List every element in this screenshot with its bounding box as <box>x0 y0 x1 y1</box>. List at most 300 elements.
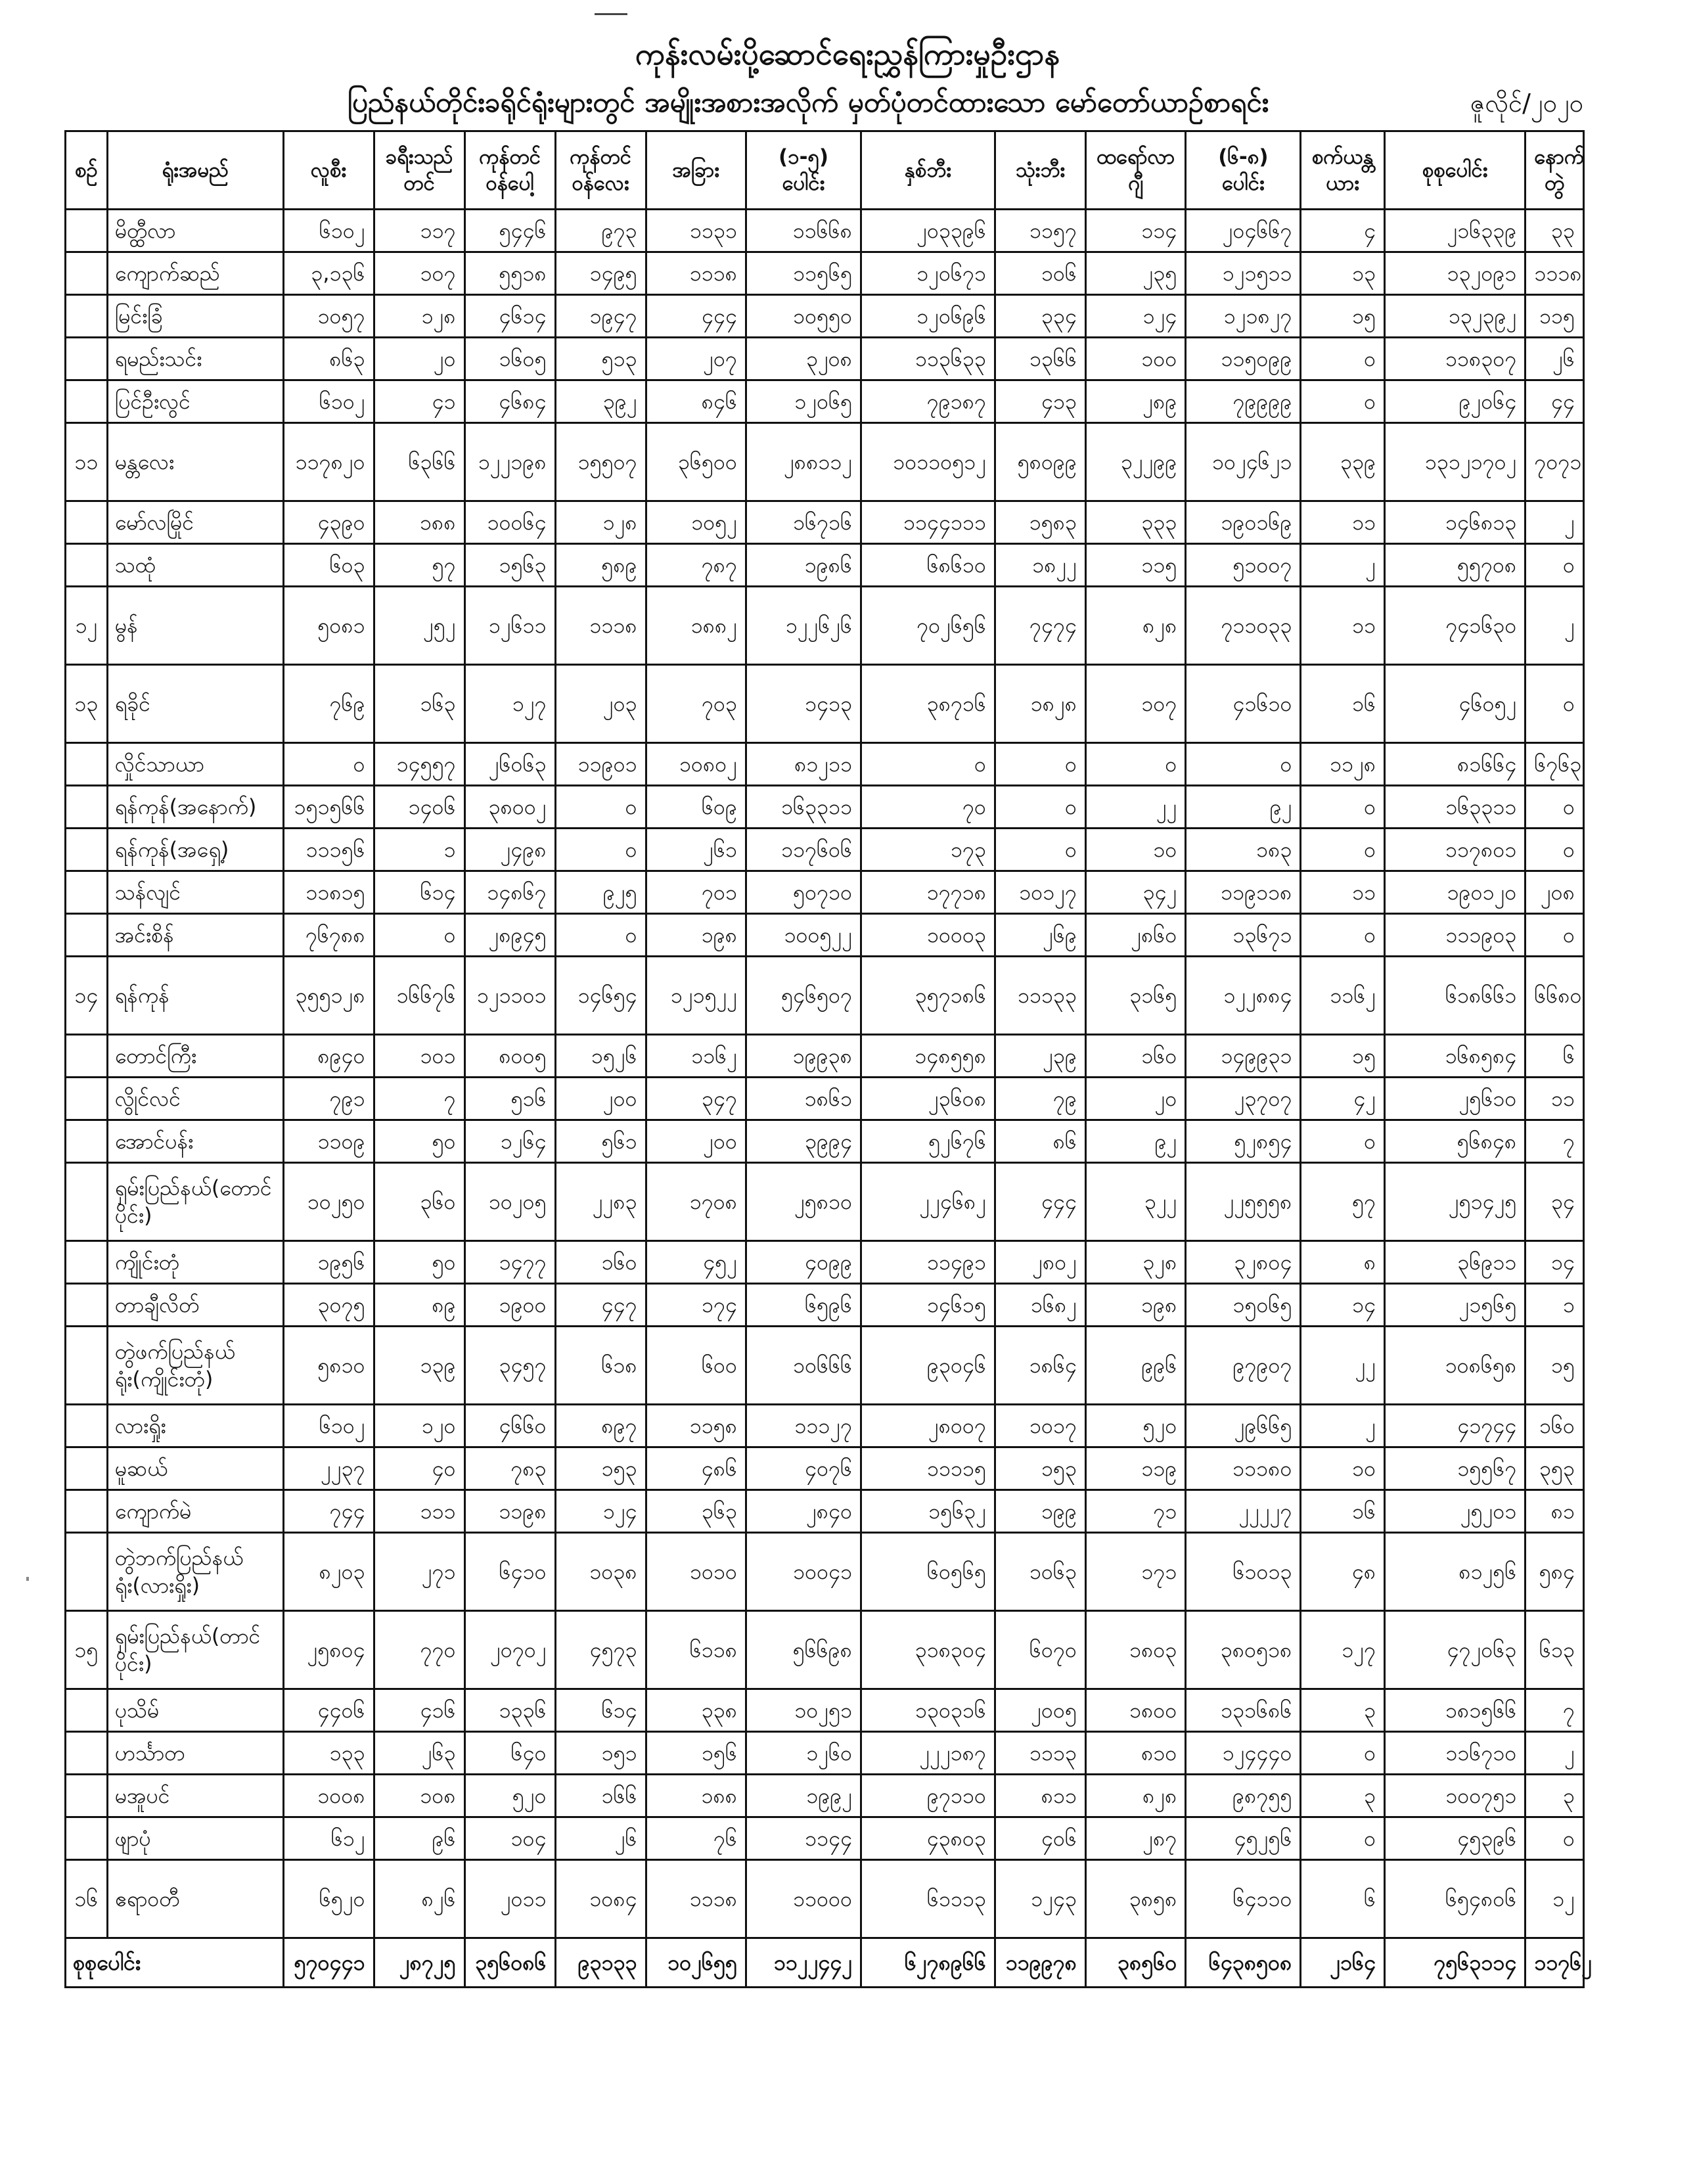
column-header: စုစုပေါင်း <box>1385 131 1525 210</box>
value-cell: ၁၁၁၃၃ <box>995 957 1085 1035</box>
value-cell: ၄၆၈၄ <box>464 380 555 423</box>
value-cell: ၁၈၂၂ <box>995 544 1085 587</box>
value-cell: ၁၁၁၈ <box>555 587 646 665</box>
value-cell: ၁၉၀၁၂၀ <box>1385 871 1525 914</box>
row-serial-cell <box>66 1775 108 1817</box>
table-row <box>66 871 1584 914</box>
value-cell: ၁၂၄၄၄၀ <box>1186 1732 1301 1775</box>
value-cell: ၅၂၀ <box>464 1775 555 1817</box>
row-serial-cell <box>66 1447 108 1490</box>
value-cell: ၆၄၁၁၀ <box>1186 1860 1301 1938</box>
value-cell: ၅၁၀၀၇ <box>1186 544 1301 587</box>
value-cell: ၂ <box>1525 1732 1584 1775</box>
value-cell: ၁ <box>1525 1284 1584 1327</box>
value-cell: ၀ <box>283 743 374 786</box>
value-cell: ၅၇ <box>1301 1163 1385 1241</box>
value-cell: ၇၉၁၈၇ <box>861 380 995 423</box>
value-cell: ၂၀ <box>1085 1078 1185 1120</box>
value-cell: ၁၂၄ <box>555 1490 646 1533</box>
value-cell: ၀ <box>1301 786 1385 829</box>
date-label: ဇူလိုင်/၂၀၂၀ <box>1470 89 1583 118</box>
value-cell: ၆၅၉၆ <box>746 1284 861 1327</box>
total-value-cell: ၁၁၇၆၂ <box>1525 1938 1584 1988</box>
value-cell: ၈၂၀၃ <box>283 1533 374 1611</box>
value-cell: ၁၆၃ <box>374 665 464 743</box>
row-serial-cell <box>66 1405 108 1447</box>
office-name-cell: မန္တလေး <box>107 423 283 501</box>
value-cell: ၁၉၅၆ <box>283 1241 374 1284</box>
value-cell: ၈၉ <box>374 1284 464 1327</box>
value-cell: ၃၃ <box>1525 210 1584 252</box>
value-cell: ၁၂၂၆၂၆ <box>746 587 861 665</box>
value-cell: ၁၀ <box>1085 829 1185 871</box>
value-cell: ၆ <box>1301 1860 1385 1938</box>
total-value-cell: ၃၅၆၀၈၆ <box>464 1938 555 1988</box>
value-cell: ၂၆၁ <box>646 829 746 871</box>
value-cell: ၃၂၈၀၄ <box>1186 1241 1301 1284</box>
value-cell: ၄၀ <box>374 1447 464 1490</box>
value-cell: ၁၀၈ <box>374 1775 464 1817</box>
total-value-cell: ၁၀၂၆၅၅ <box>646 1938 746 1988</box>
value-cell: ၁၇၄ <box>646 1284 746 1327</box>
value-cell: ၁၂ <box>1525 1860 1584 1938</box>
value-cell: ၁၈၈ <box>646 1775 746 1817</box>
value-cell: ၁၁၅၈ <box>646 1405 746 1447</box>
value-cell: ၀ <box>861 743 995 786</box>
value-cell: ၁၉၈ <box>646 914 746 957</box>
value-cell: ၁၂၁၈၂၇ <box>1186 295 1301 338</box>
value-cell: ၅၈၄ <box>1525 1533 1584 1611</box>
row-serial-cell <box>66 914 108 957</box>
value-cell: ၃ <box>1301 1775 1385 1817</box>
value-cell: ၁၀၅၂ <box>646 501 746 544</box>
office-name-cell: တာချီလိတ် <box>107 1284 283 1327</box>
value-cell: ၂၀၁၁ <box>464 1860 555 1938</box>
value-cell: ၃,၁၃၆ <box>283 252 374 295</box>
value-cell: ၀ <box>374 914 464 957</box>
table-body <box>66 210 1593 1988</box>
value-cell: ၂ <box>1301 1405 1385 1447</box>
value-cell: ၁၈၀၃ <box>1085 1611 1185 1689</box>
value-cell: ၁၁၇၆၀၆ <box>746 829 861 871</box>
value-cell: ၂၁၆၃၃၉ <box>1385 210 1525 252</box>
row-serial-cell <box>66 786 108 829</box>
value-cell: ၁၁၉၈ <box>464 1490 555 1533</box>
table-row <box>66 1163 1584 1241</box>
value-cell: ၀ <box>1525 544 1584 587</box>
value-cell: ၁၂၀ <box>374 1405 464 1447</box>
value-cell: ၇၉၁ <box>283 1078 374 1120</box>
value-cell: ၄၄၄ <box>995 1163 1085 1241</box>
total-label: စုစုပေါင်း <box>66 1938 284 1988</box>
value-cell: ၁၉၀၀ <box>464 1284 555 1327</box>
value-cell: ၇၄၇၄ <box>995 587 1085 665</box>
value-cell: ၇၀ <box>861 786 995 829</box>
value-cell: ၁၄၆၈၁၃ <box>1385 501 1525 544</box>
value-cell: ၁၁၈၃၀၇ <box>1385 338 1525 380</box>
column-header: ခရီးသည်တင် <box>374 131 464 210</box>
value-cell: ၁၅၆ <box>646 1732 746 1775</box>
value-cell: ၁၃၂၃၉၂ <box>1385 295 1525 338</box>
value-cell: ၁၄၆၁၅ <box>861 1284 995 1327</box>
row-serial-cell <box>66 501 108 544</box>
value-cell: ၄၅၂၅၆ <box>1186 1817 1301 1860</box>
value-cell: ၆၁၀၂ <box>283 1405 374 1447</box>
value-cell: ၁၁၁၉၀၃ <box>1385 914 1525 957</box>
table-row <box>66 1732 1584 1775</box>
office-name-cell: တွဲဖက်ပြည်နယ်ရုံး(ကျိုင်းတုံ) <box>107 1327 283 1405</box>
value-cell: ၁၉၉၃၈ <box>746 1035 861 1078</box>
value-cell: ၅၁၆ <box>464 1078 555 1120</box>
total-value-cell: ၁၁၂၂၄၄၂ <box>746 1938 861 1988</box>
total-value-cell: ၅၇၀၄၄၁ <box>283 1938 374 1988</box>
value-cell: ၅၆၈၄၈ <box>1385 1120 1525 1163</box>
value-cell: ၃၃၉ <box>1301 423 1385 501</box>
value-cell: ၂၆ <box>555 1817 646 1860</box>
value-cell: ၂၂၈၃ <box>555 1163 646 1241</box>
value-cell: ၂၃၆၀၈ <box>861 1078 995 1120</box>
office-name-cell: ရှမ်းပြည်နယ်(တာင်ပိုင်း) <box>107 1611 283 1689</box>
value-cell: ၁၁၇၈၂၀ <box>283 423 374 501</box>
value-cell: ၁၄၈၆၇ <box>464 871 555 914</box>
row-serial-cell <box>66 1490 108 1533</box>
value-cell: ၂၀၇ <box>646 338 746 380</box>
value-cell: ၈ <box>1301 1241 1385 1284</box>
value-cell: ၁၆ <box>1301 665 1385 743</box>
value-cell: ၇၉၉၉၉ <box>1186 380 1301 423</box>
value-cell: ၁၁၅ <box>1525 295 1584 338</box>
value-cell: ၀ <box>1525 665 1584 743</box>
value-cell: ၀ <box>1301 829 1385 871</box>
value-cell: ၁၂၀၆၇၁ <box>861 252 995 295</box>
row-serial-cell <box>66 1120 108 1163</box>
value-cell: ၀ <box>1525 829 1584 871</box>
office-name-cell: ပုသိမ် <box>107 1689 283 1732</box>
value-cell: ၁၂၂၁၉၈ <box>464 423 555 501</box>
value-cell: ၁၁၅၆၅ <box>746 252 861 295</box>
value-cell: ၁၆၆၇၆ <box>374 957 464 1035</box>
value-cell: ၄၁၆ <box>374 1689 464 1732</box>
value-cell: ၅၀၈၁ <box>283 587 374 665</box>
value-cell: ၄၄၄ <box>646 295 746 338</box>
value-cell: ၉၂ <box>1186 786 1301 829</box>
value-cell: ၂၅၂ <box>374 587 464 665</box>
row-serial-cell <box>66 829 108 871</box>
value-cell: ၁၄၉၉၃၁ <box>1186 1035 1301 1078</box>
value-cell: ၁၆၈၂ <box>995 1284 1085 1327</box>
row-serial-cell <box>66 1241 108 1284</box>
column-header: စက်ယန္တယား <box>1301 131 1385 210</box>
office-name-cell: လွိုင်လင် <box>107 1078 283 1120</box>
table-row <box>66 1327 1584 1405</box>
total-value-cell: ၂၈၇၂၅ <box>374 1938 464 1988</box>
table-row <box>66 1035 1584 1078</box>
table-row <box>66 1284 1584 1327</box>
table-row <box>66 501 1584 544</box>
value-cell: ၃ <box>1525 1775 1584 1817</box>
value-cell: ၆၀၉ <box>646 786 746 829</box>
value-cell: ၉၇၁၁၀ <box>861 1775 995 1817</box>
value-cell: ၆၁၃ <box>1525 1611 1584 1689</box>
value-cell: ၁၁၆၆၈ <box>746 210 861 252</box>
value-cell: ၁၉၉၂ <box>746 1775 861 1817</box>
office-name-cell: ပြင်ဦးလွင် <box>107 380 283 423</box>
office-name-cell: မော်လမြိုင် <box>107 501 283 544</box>
value-cell: ၁၆၆ <box>555 1775 646 1817</box>
value-cell: ၇၁၁၀၃၃ <box>1186 587 1301 665</box>
value-cell: ၄၂ <box>1301 1078 1385 1120</box>
value-cell: ၇၉ <box>995 1078 1085 1120</box>
value-cell: ၂၂ <box>1085 786 1185 829</box>
table-row <box>66 380 1584 423</box>
value-cell: ၈၉၄၀ <box>283 1035 374 1078</box>
value-cell: ၈၂၈ <box>1085 1775 1185 1817</box>
value-cell: ၀ <box>1301 380 1385 423</box>
value-cell: ၁၀၀၆၄ <box>464 501 555 544</box>
value-cell: ၁၁ <box>1301 871 1385 914</box>
value-cell: ၆၃၆၆ <box>374 423 464 501</box>
value-cell: ၁၄၈၅၅၈ <box>861 1035 995 1078</box>
value-cell: ၄၅၂ <box>646 1241 746 1284</box>
value-cell: ၁၀၈၀၂ <box>646 743 746 786</box>
value-cell: ၆၁၀၂ <box>283 210 374 252</box>
value-cell: ၁၁၁၂၇ <box>746 1405 861 1447</box>
row-serial-cell: ၁၄ <box>66 957 108 1035</box>
value-cell: ၂၈၉ <box>1085 380 1185 423</box>
column-header: (၁-၅) ပေါင်း <box>746 131 861 210</box>
value-cell: ၀ <box>1301 1120 1385 1163</box>
value-cell: ၇၄၁၆၃၀ <box>1385 587 1525 665</box>
value-cell: ၃၆၅၀၀ <box>646 423 746 501</box>
value-cell: ၂၀၃ <box>555 665 646 743</box>
value-cell: ၈၂၆ <box>374 1860 464 1938</box>
value-cell: ၅၀ <box>374 1241 464 1284</box>
value-cell: ၁၆၀၅ <box>464 338 555 380</box>
scan-mark <box>595 13 627 15</box>
value-cell: ၈၁၆၆၄ <box>1385 743 1525 786</box>
row-serial-cell: ၁၂ <box>66 587 108 665</box>
value-cell: ၁၀၀၇၅၁ <box>1385 1775 1525 1817</box>
table-row <box>66 1689 1584 1732</box>
value-cell: ၀ <box>555 786 646 829</box>
value-cell: ၀ <box>1525 914 1584 957</box>
value-cell: ၁၁၄ <box>1085 210 1185 252</box>
table-row <box>66 786 1584 829</box>
office-name-cell: ရမည်းသင်း <box>107 338 283 380</box>
value-cell: ၁၆၇၁၆ <box>746 501 861 544</box>
row-serial-cell <box>66 210 108 252</box>
value-cell: ၀ <box>555 829 646 871</box>
value-cell: ၁၀၇ <box>374 252 464 295</box>
table-header-row <box>66 131 1584 210</box>
value-cell: ၁၈၂၈ <box>995 665 1085 743</box>
value-cell: ၁၅၃ <box>555 1447 646 1490</box>
column-header: အခြား <box>646 131 746 210</box>
value-cell: ၄၆၀၅၂ <box>1385 665 1525 743</box>
row-serial-cell: ၁၃ <box>66 665 108 743</box>
value-cell: ၁၁၀၀၀ <box>746 1860 861 1938</box>
row-serial-cell <box>66 1732 108 1775</box>
office-name-cell: သန်လျင် <box>107 871 283 914</box>
value-cell: ၂ <box>1525 587 1584 665</box>
value-cell: ၄၄၀၆ <box>283 1689 374 1732</box>
value-cell: ၆၁၁၈ <box>646 1611 746 1689</box>
value-cell: ၆၁၄ <box>555 1689 646 1732</box>
value-cell: ၉၂၅ <box>555 871 646 914</box>
office-name-cell: ဧရာဝတီ <box>107 1860 283 1938</box>
value-cell: ၄၅၃၉၆ <box>1385 1817 1525 1860</box>
value-cell: ၁၄၀၆ <box>374 786 464 829</box>
value-cell: ၂၂၅၅၅၈ <box>1186 1163 1301 1241</box>
value-cell: ၁၄ <box>1301 1284 1385 1327</box>
value-cell: ၃၉၉၄ <box>746 1120 861 1163</box>
column-header: လူစီး <box>283 131 374 210</box>
value-cell: ၁၃၃ <box>283 1732 374 1775</box>
office-name-cell: ဖျာပုံ <box>107 1817 283 1860</box>
row-serial-cell: ၁၅ <box>66 1611 108 1689</box>
value-cell: ၁၆ <box>1301 1490 1385 1533</box>
value-cell: ၀ <box>1525 786 1584 829</box>
column-header: ထရော်လာဂျီ <box>1085 131 1185 210</box>
value-cell: ၁၅၅၆၇ <box>1385 1447 1525 1490</box>
value-cell: ၇ <box>1525 1120 1584 1163</box>
value-cell: ၁၅ <box>1525 1327 1584 1405</box>
value-cell: ၂ <box>1301 544 1385 587</box>
value-cell: ၄၆၁၄ <box>464 295 555 338</box>
table-row <box>66 829 1584 871</box>
value-cell: ၁၁၁၁၅ <box>861 1447 995 1490</box>
value-cell: ၇၀၂၆၅၆ <box>861 587 995 665</box>
office-name-cell: ရန်ကုန်(အရှေ့) <box>107 829 283 871</box>
value-cell: ၁၇၁ <box>1085 1533 1185 1611</box>
value-cell: ၂၂၂၁၈၇ <box>861 1732 995 1775</box>
value-cell: ၃၃၈ <box>646 1689 746 1732</box>
value-cell: ၁၅ <box>1301 1035 1385 1078</box>
value-cell: ၂ <box>1525 501 1584 544</box>
value-cell: ၂၉၆၆၅ <box>1186 1405 1301 1447</box>
value-cell: ၁၀၂၀၅ <box>464 1163 555 1241</box>
value-cell: ၃ <box>1301 1689 1385 1732</box>
value-cell: ၃၉၂ <box>555 380 646 423</box>
office-name-cell: ရခိုင် <box>107 665 283 743</box>
value-cell: ၁၈၈၂ <box>646 587 746 665</box>
value-cell: ၁၁၁၈ <box>646 1860 746 1938</box>
value-cell: ၁၀၁၇ <box>995 1405 1085 1447</box>
value-cell: ၈၁၀ <box>1085 1732 1185 1775</box>
value-cell: ၇၆၉ <box>283 665 374 743</box>
row-serial-cell <box>66 1284 108 1327</box>
office-name-cell: ရှမ်းပြည်နယ်(တောင်ပိုင်း) <box>107 1163 283 1241</box>
value-cell: ၁၀၈၄ <box>555 1860 646 1938</box>
value-cell: ၂၁၅၆၅ <box>1385 1284 1525 1327</box>
value-cell: ၁၅၈၃ <box>995 501 1085 544</box>
value-cell: ၁၀၀၀၃ <box>861 914 995 957</box>
value-cell: ၅၈၀၉၉ <box>995 423 1085 501</box>
value-cell: ၁၇၀၈ <box>646 1163 746 1241</box>
value-cell: ၁၅၁ <box>555 1732 646 1775</box>
office-name-cell: မြင်းခြံ <box>107 295 283 338</box>
value-cell: ၆၁၈ <box>555 1327 646 1405</box>
value-cell: ၁၄၇၇ <box>464 1241 555 1284</box>
value-cell: ၁၀၂၅၀ <box>283 1163 374 1241</box>
value-cell: ၀ <box>995 743 1085 786</box>
value-cell: ၅၀၇၁၀ <box>746 871 861 914</box>
value-cell: ၈၁ <box>1525 1490 1584 1533</box>
value-cell: ၆၀၀ <box>646 1327 746 1405</box>
value-cell: ၂၈၀၂ <box>995 1241 1085 1284</box>
value-cell: ၂၈၇ <box>1085 1817 1185 1860</box>
value-cell: ၁၁၁ <box>374 1490 464 1533</box>
value-cell: ၆၁၀၁၃ <box>1186 1533 1301 1611</box>
value-cell: ၆၅၂၀ <box>283 1860 374 1938</box>
value-cell: ၂၈၀၀၇ <box>861 1405 995 1447</box>
value-cell: ၅၂၆၇၆ <box>861 1120 995 1163</box>
value-cell: ၂၀၀၅ <box>995 1689 1085 1732</box>
office-name-cell: တောင်ကြီး <box>107 1035 283 1078</box>
value-cell: ၁၀၁၁၀၅၁၂ <box>861 423 995 501</box>
value-cell: ၅၂၀ <box>1085 1405 1185 1447</box>
value-cell: ၇၆ <box>646 1817 746 1860</box>
value-cell: ၁၁ <box>1301 501 1385 544</box>
value-cell: ၂၀၇၀၂ <box>464 1611 555 1689</box>
value-cell: ၁၈၆၁ <box>746 1078 861 1120</box>
value-cell: ၃၈၀၀၂ <box>464 786 555 829</box>
value-cell: ၂၀၀ <box>646 1120 746 1163</box>
value-cell: ၁၁၄၄၁၁၁ <box>861 501 995 544</box>
value-cell: ၂၆၃ <box>374 1732 464 1775</box>
value-cell: ၁၀၂၄၆၂၁ <box>1186 423 1301 501</box>
value-cell: ၈၄၆ <box>646 380 746 423</box>
value-cell: ၁၂၇ <box>464 665 555 743</box>
office-name-cell: အောင်ပန်း <box>107 1120 283 1163</box>
row-serial-cell <box>66 743 108 786</box>
row-serial-cell <box>66 338 108 380</box>
value-cell: ၁၀၀၄၁ <box>746 1533 861 1611</box>
value-cell: ၁၁၁၈ <box>1525 252 1584 295</box>
vehicle-registration-table <box>64 130 1593 1988</box>
office-name-cell: ဟင်္သာတ <box>107 1732 283 1775</box>
value-cell: ၁၆၃၃၁၁ <box>746 786 861 829</box>
office-name-cell: ရန်ကုန် <box>107 957 283 1035</box>
row-serial-cell: ၁၆ <box>66 1860 108 1938</box>
value-cell: ၂၅၁၄၂၅ <box>1385 1163 1525 1241</box>
value-cell: ၁၅၁၅၆၆ <box>283 786 374 829</box>
value-cell: ၁၀၁၀ <box>646 1533 746 1611</box>
value-cell: ၃၆၉၁၁ <box>1385 1241 1525 1284</box>
value-cell: ၅၄၆၅၀၇ <box>746 957 861 1035</box>
value-cell: ၂၆၀၆၃ <box>464 743 555 786</box>
value-cell: ၈၀၀၅ <box>464 1035 555 1078</box>
value-cell: ၅၁၃ <box>555 338 646 380</box>
value-cell: ၀ <box>555 914 646 957</box>
value-cell: ၂၂ <box>1301 1327 1385 1405</box>
total-value-cell: ၇၅၆၃၁၁၄ <box>1385 1938 1525 1988</box>
value-cell: ၃၅၇၁၈၆ <box>861 957 995 1035</box>
value-cell: ၁၁၁၃ <box>995 1732 1085 1775</box>
row-serial-cell <box>66 1533 108 1611</box>
value-cell: ၁၀၁၂၇ <box>995 871 1085 914</box>
value-cell: ၁၀၁ <box>374 1035 464 1078</box>
table-row <box>66 252 1584 295</box>
value-cell: ၄၀၆ <box>995 1817 1085 1860</box>
value-cell: ၁၀၄ <box>464 1817 555 1860</box>
value-cell: ၁၉၀၁၆၉ <box>1186 501 1301 544</box>
value-cell: ၇၀၃ <box>646 665 746 743</box>
value-cell: ၆၇၆၃ <box>1525 743 1584 786</box>
value-cell: ၂၃၇၀၇ <box>1186 1078 1301 1120</box>
office-name-cell: တွဲဘက်ပြည်နယ်ရုံး(လားရှိုး) <box>107 1533 283 1611</box>
value-cell: ၁၉၈၆ <box>746 544 861 587</box>
